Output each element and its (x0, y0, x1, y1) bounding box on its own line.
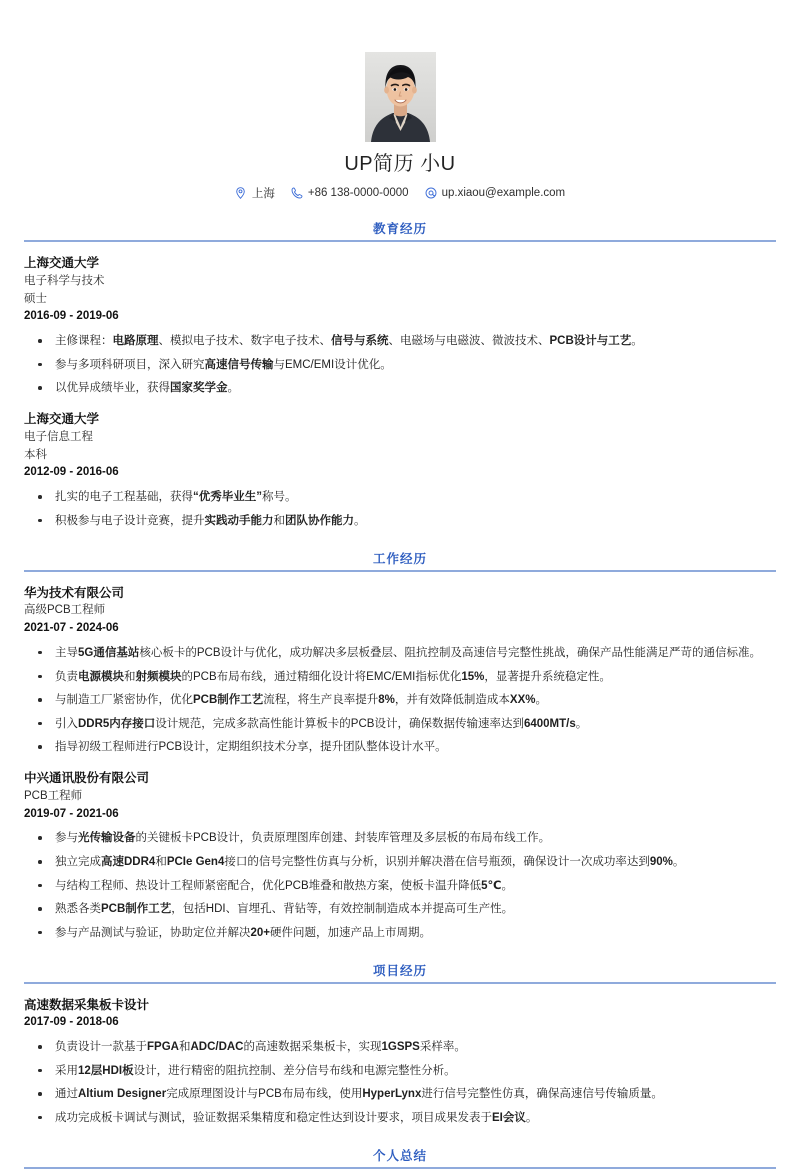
list-item: 主修课程：电路原理、模拟电子技术、数字电子技术、信号与系统、电磁场与电磁波、微波技术、PCB设计与工艺。 (24, 332, 776, 351)
entry (24, 584, 776, 758)
list-item: 引入DDR5内存接口设计规范，完成多款高性能计算板卡的PCB设计，确保数据传输速率达到6400MT/s。 (24, 715, 776, 734)
entry (24, 254, 776, 398)
section (24, 1146, 776, 1169)
list-item: 与结构工程师、热设计工程师紧密配合，优化PCB堆叠和散热方案，使板卡温升降低5℃。 (24, 877, 776, 896)
list-item: 与制造工厂紧密协作，优化PCB制作工艺流程，将生产良率提升8%，并有效降低制造成本XX%。 (24, 691, 776, 710)
entry-organization: 高速数据采集板卡设计 (24, 997, 150, 1012)
contact-phone-text: +86 138-0000-0000 (307, 187, 409, 199)
bullet-list (24, 829, 776, 942)
list-item: 负责电源模块和射频模块的PCB布局布线，通过精细化设计将EMC/EMI指标优化15%，显著提升系统稳定性。 (24, 668, 776, 687)
phone-icon (291, 187, 303, 199)
entry-degree: 硕士 (24, 292, 47, 305)
section-title: 项目经历 (372, 963, 427, 978)
resume-body (24, 219, 776, 1169)
entry-subtitle: 高级PCB工程师 (24, 604, 106, 617)
section (24, 219, 776, 531)
entry-organization: 中兴通讯股份有限公司 (24, 771, 150, 785)
entry-degree: 本科 (24, 448, 47, 461)
entry-date: 2012-09 - 2016-06 (24, 466, 119, 479)
entry-date: 2019-07 - 2021-06 (24, 807, 119, 820)
contact-location (235, 185, 275, 201)
list-item: 参与产品测试与验证，协助定位并解决20+硬件问题，加速产品上市周期。 (24, 924, 776, 943)
entry-organization: 上海交通大学 (24, 412, 100, 427)
entry-organization: 华为技术有限公司 (24, 585, 125, 600)
bullet-list (24, 644, 776, 757)
list-item: 熟悉各类PCB制作工艺，包括HDI、盲埋孔、背钻等，有效控制制造成本并提高可生产性。 (24, 900, 776, 919)
entry (24, 996, 776, 1128)
bullet-list (24, 332, 776, 398)
section-divider (24, 1167, 776, 1169)
section-title: 教育经历 (372, 222, 427, 236)
list-item: 参与光传输设备的关键板卡PCB设计，负责原理图库创建、封装库管理及多层板的布局布线工作。 (24, 829, 776, 848)
section-divider (24, 240, 776, 242)
list-item: 参与多项科研项目，深入研究高速信号传输与EMC/EMI设计优化。 (24, 356, 776, 375)
profile-photo (365, 52, 436, 142)
entry-subtitle: PCB工程师 (24, 789, 83, 802)
bullet-list (24, 488, 776, 530)
contact-email-text: up.xiaou@example.com (441, 187, 566, 199)
entry-date: 2017-09 - 2018-06 (24, 1016, 119, 1029)
location-pin-icon (235, 187, 247, 199)
section (24, 549, 776, 943)
page-title: UP简历 小U (344, 153, 456, 175)
list-item: 主导5G通信基站核心板卡的PCB设计与优化，成功解决多层板叠层、阻抗控制及高速信号完整性挑战，确保产品性能满足严苛的通信标准。 (24, 644, 776, 663)
entry-date: 2021-07 - 2024-06 (24, 622, 119, 635)
section-title: 个人总结 (372, 1148, 427, 1163)
contact-location-text: 上海 (251, 188, 275, 200)
resume-header (24, 0, 776, 201)
section-divider (24, 982, 776, 984)
bullet-list (24, 1038, 776, 1128)
list-item: 扎实的电子工程基础，获得“优秀毕业生”称号。 (24, 488, 776, 507)
list-item: 负责设计一款基于FPGA和ADC/DAC的高速数据采集板卡，实现1GSPS采样率。 (24, 1038, 776, 1057)
list-item: 指导初级工程师进行PCB设计，定期组织技术分享，提升团队整体设计水平。 (24, 738, 776, 757)
list-item: 通过Altium Designer完成原理图设计与PCB布局布线，使用HyperLynx进行信号完整性仿真，确保高速信号传输质量。 (24, 1085, 776, 1104)
entry-date: 2016-09 - 2019-06 (24, 310, 119, 323)
contact-email (425, 187, 566, 199)
list-item: 积极参与电子设计竞赛，提升实践动手能力和团队协作能力。 (24, 512, 776, 531)
list-item: 成功完成板卡调试与测试，验证数据采集精度和稳定性达到设计要求，项目成果发表于EI会议。 (24, 1109, 776, 1128)
entry-subtitle: 电子信息工程 (24, 430, 93, 443)
section-divider (24, 570, 776, 572)
entry (24, 410, 776, 530)
list-item: 独立完成高速DDR4和PCIe Gen4接口的信号完整性仿真与分析，识别并解决潜在信号瓶颈，确保设计一次成功率达到90%。 (24, 853, 776, 872)
entry (24, 769, 776, 943)
contact-phone (291, 187, 409, 199)
list-item: 采用12层HDI板设计，进行精密的阻抗控制、差分信号布线和电源完整性分析。 (24, 1062, 776, 1081)
list-item: 以优异成绩毕业，获得国家奖学金。 (24, 379, 776, 398)
entry-subtitle: 电子科学与技术 (24, 274, 105, 287)
email-at-icon (425, 187, 437, 199)
section (24, 961, 776, 1128)
entry-organization: 上海交通大学 (24, 256, 100, 270)
contact-bar (24, 185, 776, 201)
section-title: 工作经历 (372, 551, 427, 566)
